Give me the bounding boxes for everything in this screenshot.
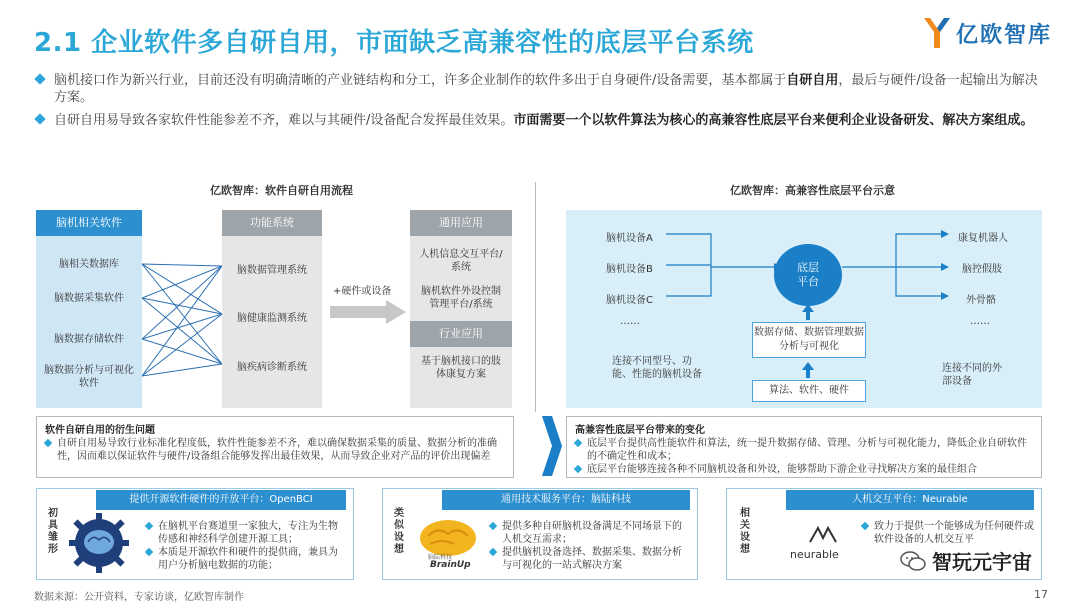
hardware-label: +硬件或设备: [333, 286, 392, 297]
right-note: 连接不同的外部设备: [942, 363, 1002, 387]
wechat-watermark: 智玩元宇宙: [900, 546, 1032, 575]
right-device: ……: [970, 316, 990, 327]
general-app-header: 通用应用: [410, 210, 512, 236]
software-column-header: 脑机相关软件: [36, 210, 142, 236]
right-arrow-icon: [330, 300, 406, 324]
left-note: 连接不同型号、功能、性能的脑机设备: [612, 356, 702, 380]
diamond-bullet-icon: [489, 548, 497, 556]
intro-bullets: [36, 72, 1048, 135]
right-device: 脑控假肢: [962, 264, 1002, 275]
page-number: 17: [1034, 588, 1048, 601]
card-side-label: 类似设想: [394, 508, 404, 555]
left-device: 脑机设备C: [606, 295, 653, 306]
general-app-item: 脑机软件外设控制管理平台/系统: [421, 286, 501, 310]
intro-bullet: 自研自用易导致各家软件性能参差不齐，难以与其硬件/设备配合发挥最佳效果。市面需要一个以软件算法为核心的高兼容性底层平台来便利企业设备研发、解决方案组成。: [36, 112, 1048, 129]
page-title: 2.1 企业软件多自研自用，市面缺乏高兼容性的底层平台系统: [34, 28, 754, 58]
connection-lines: [142, 236, 222, 408]
function-item: 脑疾病诊断系统: [237, 362, 307, 373]
issues-panel: [36, 416, 514, 478]
brainup-card-header: 通用技术服务平台：脑陆科技: [442, 490, 690, 510]
card-text: 致力于提供一个能够成为任何硬件或软件设备的人机交互平: [862, 520, 1034, 546]
changes-text: 底层平台提供高性能软件和算法，统一提升数据存储、管理、分析与可视化能力，降低企业自研软件的不确定性和成本；: [575, 437, 1033, 463]
brand-logo: [922, 16, 1052, 50]
diamond-bullet-icon: [145, 522, 153, 530]
left-device: ……: [620, 316, 640, 327]
industry-app-item: 基于脑机接口的肢体康复方案: [421, 356, 501, 380]
function-column-header: 功能系统: [222, 210, 322, 236]
card-side-label: 相关设想: [740, 508, 750, 555]
software-item: 脑数据分析与可视化软件: [44, 365, 134, 389]
brainup-logo: 脑陆科技 BrainUp: [414, 518, 482, 572]
card-side-label: 初具雏形: [48, 508, 58, 555]
tech-box: 算法、软件、硬件: [752, 380, 866, 402]
section-divider: [535, 182, 536, 412]
platform-core: 底层平台: [774, 244, 842, 306]
data-source: 数据来源：公开资料，专家访谈，亿欧智库制作: [34, 592, 244, 603]
right-diagram-title: 亿欧智库：高兼容性底层平台示意: [730, 184, 895, 197]
function-item: 脑数据管理系统: [237, 265, 307, 276]
diamond-bullet-icon: [34, 113, 45, 124]
openbci-card-header: 提供开源软件硬件的开放平台：OpenBCI: [96, 490, 346, 510]
openbci-gear-logo: [68, 512, 130, 578]
chevron-right-icon: [542, 416, 562, 476]
card-text: 在脑机平台赛道里一家独大，专注为生物传感和神经科学创建开源工具；: [146, 520, 346, 546]
diamond-bullet-icon: [574, 439, 582, 447]
yiou-logo-icon: [922, 16, 952, 50]
wechat-icon: [900, 550, 926, 572]
capability-box: 数据存储、数据管理数据分析与可视化: [752, 322, 866, 358]
issues-text: 自研自用易导致行业标准化程度低，软件性能参差不齐，难以确保数据采集的质量、数据分析的准确性，因而难以保证软件与硬件/设备组合能够发挥出最佳效果，从而导致企业对产品的评价出现偏差: [45, 437, 505, 463]
diamond-bullet-icon: [145, 548, 153, 556]
card-text: 本质是开源软件和硬件的提供商，兼具为用户分析脑电数据的功能；: [146, 546, 346, 572]
left-diagram-title: 亿欧智库：软件自研自用流程: [210, 184, 353, 197]
software-item: 脑相关数据库: [59, 259, 119, 270]
changes-title: 高兼容性底层平台带来的变化: [575, 425, 705, 436]
neurable-card-header: 人机交互平台：Neurable: [786, 490, 1034, 510]
card-text: 提供多种自研脑机设备满足不同场景下的人机交互需求；: [490, 520, 690, 546]
diamond-bullet-icon: [861, 522, 869, 530]
diamond-bullet-icon: [489, 522, 497, 530]
diamond-bullet-icon: [44, 439, 52, 447]
diamond-bullet-icon: [574, 465, 582, 473]
neurable-logo: neurable: [790, 526, 856, 561]
diamond-bullet-icon: [34, 73, 45, 84]
logo-text: 亿欧智库: [955, 22, 1052, 48]
software-item: 脑数据存储软件: [54, 334, 124, 345]
software-item: 脑数据采集软件: [54, 293, 124, 304]
issues-title: 软件自研自用的衍生问题: [45, 425, 155, 436]
right-device: 康复机器人: [958, 233, 1008, 244]
intro-bullet: 脑机接口作为新兴行业，目前还没有明确清晰的产业链结构和分工，许多企业制作的软件多出于自身硬件/设备需要，基本都属于自研自用，最后与硬件/设备一起输出为解决方案。: [36, 72, 1048, 106]
left-device: 脑机设备A: [606, 233, 653, 244]
right-device: 外骨骼: [966, 295, 996, 306]
general-app-item: 人机信息交互平台/系统: [419, 249, 503, 273]
left-device: 脑机设备B: [606, 264, 653, 275]
card-text: 提供脑机设备选择、数据采集、数据分析与可视化的一站式解决方案: [490, 546, 690, 572]
changes-text: 底层平台能够连接各种不同脑机设备和外设，能够帮助下游企业寻找解决方案的最佳组合: [575, 463, 1033, 476]
function-item: 脑健康监测系统: [237, 313, 307, 324]
industry-app-header: 行业应用: [410, 321, 512, 347]
changes-panel: [566, 416, 1042, 478]
